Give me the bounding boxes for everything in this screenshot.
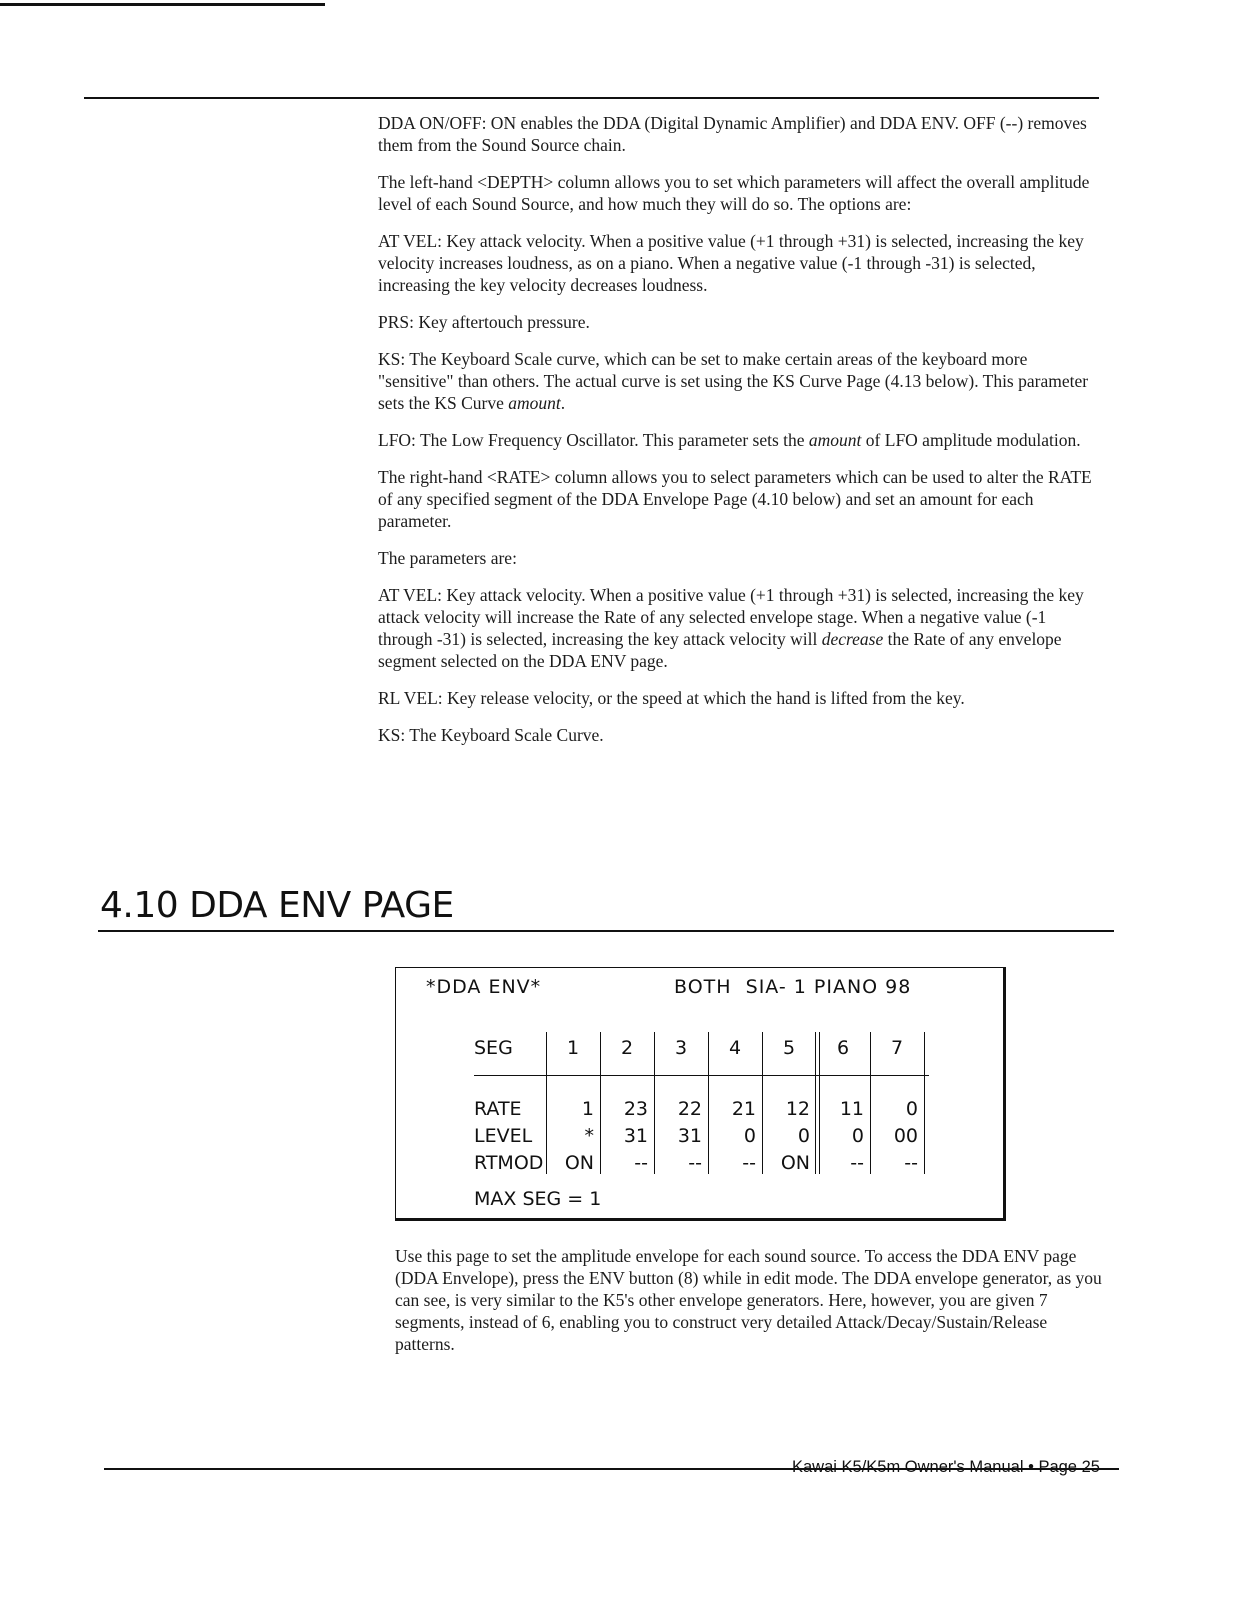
lcd-cell-seg: 1 (566, 1037, 580, 1059)
lcd-cell-level: 31 (623, 1125, 648, 1147)
lcd-cell-rtmod: ON (564, 1152, 594, 1174)
lcd-cell-rtmod: -- (904, 1152, 918, 1174)
section-heading: 4.10 DDA ENV PAGE (100, 885, 454, 926)
lcd-cell-rate: 21 (731, 1098, 756, 1120)
lcd-cell-level: 0 (851, 1125, 864, 1147)
body-text (378, 112, 1100, 761)
lcd-cell-rate: 22 (677, 1098, 702, 1120)
paragraph-rate-params: The parameters are: (378, 548, 517, 568)
section-rule (98, 930, 1114, 932)
lcd-cell-rtmod: -- (634, 1152, 648, 1174)
lcd-title: *DDA ENV* (426, 976, 542, 998)
top-edge-rule (0, 3, 325, 6)
paragraph-depth-ks (378, 348, 1100, 414)
lcd-cell-rtmod: -- (742, 1152, 756, 1174)
emphasis-text: amount (508, 393, 561, 413)
lcd-cell-rate: 23 (623, 1098, 648, 1120)
lcd-cell-rate: 0 (905, 1098, 918, 1120)
paragraph-dda-onoff: DDA ON/OFF: ON enables the DDA (Digital Dynamic Amplifier) and DDA ENV. OFF (--) removes them from the Sound Source chain. (378, 113, 1087, 155)
text-span: LFO: The Low Frequency Oscillator. This parameter sets the (378, 430, 809, 450)
lcd-cell-rate: 11 (839, 1098, 864, 1120)
lcd-info: BOTH SIA- 1 PIANO 98 (674, 976, 912, 998)
lcd-cell-seg: 7 (890, 1037, 904, 1059)
paragraph-depth-prs: PRS: Key aftertouch pressure. (378, 312, 590, 332)
lcd-cell-seg: 4 (728, 1037, 742, 1059)
text-span: the Rate of any envelope segment selected on the DDA ENV page. (378, 629, 1062, 671)
lcd-cell-seg: 5 (782, 1037, 796, 1059)
emphasis-text: decrease (821, 629, 884, 649)
header-rule (84, 97, 1099, 99)
paragraph-rate-rlvel: RL VEL: Key release velocity, or the speed at which the hand is lifted from the key. (378, 688, 965, 708)
lcd-cell-rate: 12 (785, 1098, 810, 1120)
lcd-cell-rtmod: -- (688, 1152, 702, 1174)
emphasis-text: amount (808, 430, 862, 450)
lcd-cell-seg: 3 (674, 1037, 688, 1059)
lcd-cell-level: 31 (677, 1125, 702, 1147)
lcd-label-level: LEVEL (474, 1125, 533, 1147)
lcd-parameter-grid (474, 1032, 929, 1174)
text-span: AT VEL: Key attack velocity. When a positive value (+1 through +31) is selected, increasing the key attack velocity will increase the Rate of any selected envelope stage. When a negative value (-1 through -31) is selected, increasing the key attack velocity will (378, 585, 1084, 649)
paragraph-rate-ks: KS: The Keyboard Scale Curve. (378, 725, 604, 745)
lcd-column-separator (924, 1032, 925, 1174)
paragraph-depth-atvel: AT VEL: Key attack velocity. When a positive value (+1 through +31) is selected, increasing the key velocity increases loudness, as on a piano. When a negative value (-1 through -31) is selected, increasing the key velocity decreases loudness. (378, 231, 1084, 295)
lcd-cell-seg: 6 (836, 1037, 850, 1059)
lcd-max-seg: MAX SEG = 1 (474, 1188, 602, 1210)
lcd-label-seg: SEG (474, 1037, 513, 1059)
lcd-cell-rtmod: ON (780, 1152, 810, 1174)
text-span: KS: The Keyboard Scale curve, which can be set to make certain areas of the keyboard more "sensitive" than others. The actual curve is set using the KS Curve Page (4.13 below). This parameter sets the KS Curve (378, 349, 1089, 413)
lcd-display (395, 967, 1006, 1221)
paragraph-rate-intro: The right-hand <RATE> column allows you to select parameters which can be used to alter the RATE of any specified segment of the DDA Envelope Page (4.10 below) and set an amount for each parameter. (378, 467, 1092, 531)
lcd-cell-level: * (584, 1125, 594, 1147)
paragraph-depth-lfo (378, 429, 1100, 451)
text-span: of LFO amplitude modulation. (861, 430, 1081, 450)
paragraph-depth-intro: The left-hand <DEPTH> column allows you to set which parameters will affect the overall amplitude level of each Sound Source, and how much they will do so. The options are: (378, 172, 1090, 214)
lcd-label-rtmod: RTMOD (474, 1152, 544, 1174)
lcd-cell-level: 0 (797, 1125, 810, 1147)
lcd-label-rate: RATE (474, 1098, 522, 1120)
text-span: . (560, 393, 566, 413)
lcd-divider (474, 1075, 929, 1076)
lcd-cell-level: 00 (893, 1125, 918, 1147)
lcd-cell-level: 0 (743, 1125, 756, 1147)
description-paragraph: Use this page to set the amplitude envelope for each sound source. To access the DDA ENV page (DDA Envelope), press the ENV button (8) while in edit mode. The DDA envelope generator, as you can see, is very similar to the K5's other envelope generators. Here, however, you are given 7 segments, instead of 6, enabling you to construct very detailed Attack/Decay/Sustain/Release patterns. (395, 1246, 1102, 1354)
lcd-cell-rate: 1 (581, 1098, 594, 1120)
lcd-cell-rtmod: -- (850, 1152, 864, 1174)
page-footer: Kawai K5/K5m Owner's Manual • Page 25 (792, 1458, 1100, 1476)
paragraph-rate-atvel (378, 584, 1100, 672)
lcd-cell-seg: 2 (620, 1037, 634, 1059)
